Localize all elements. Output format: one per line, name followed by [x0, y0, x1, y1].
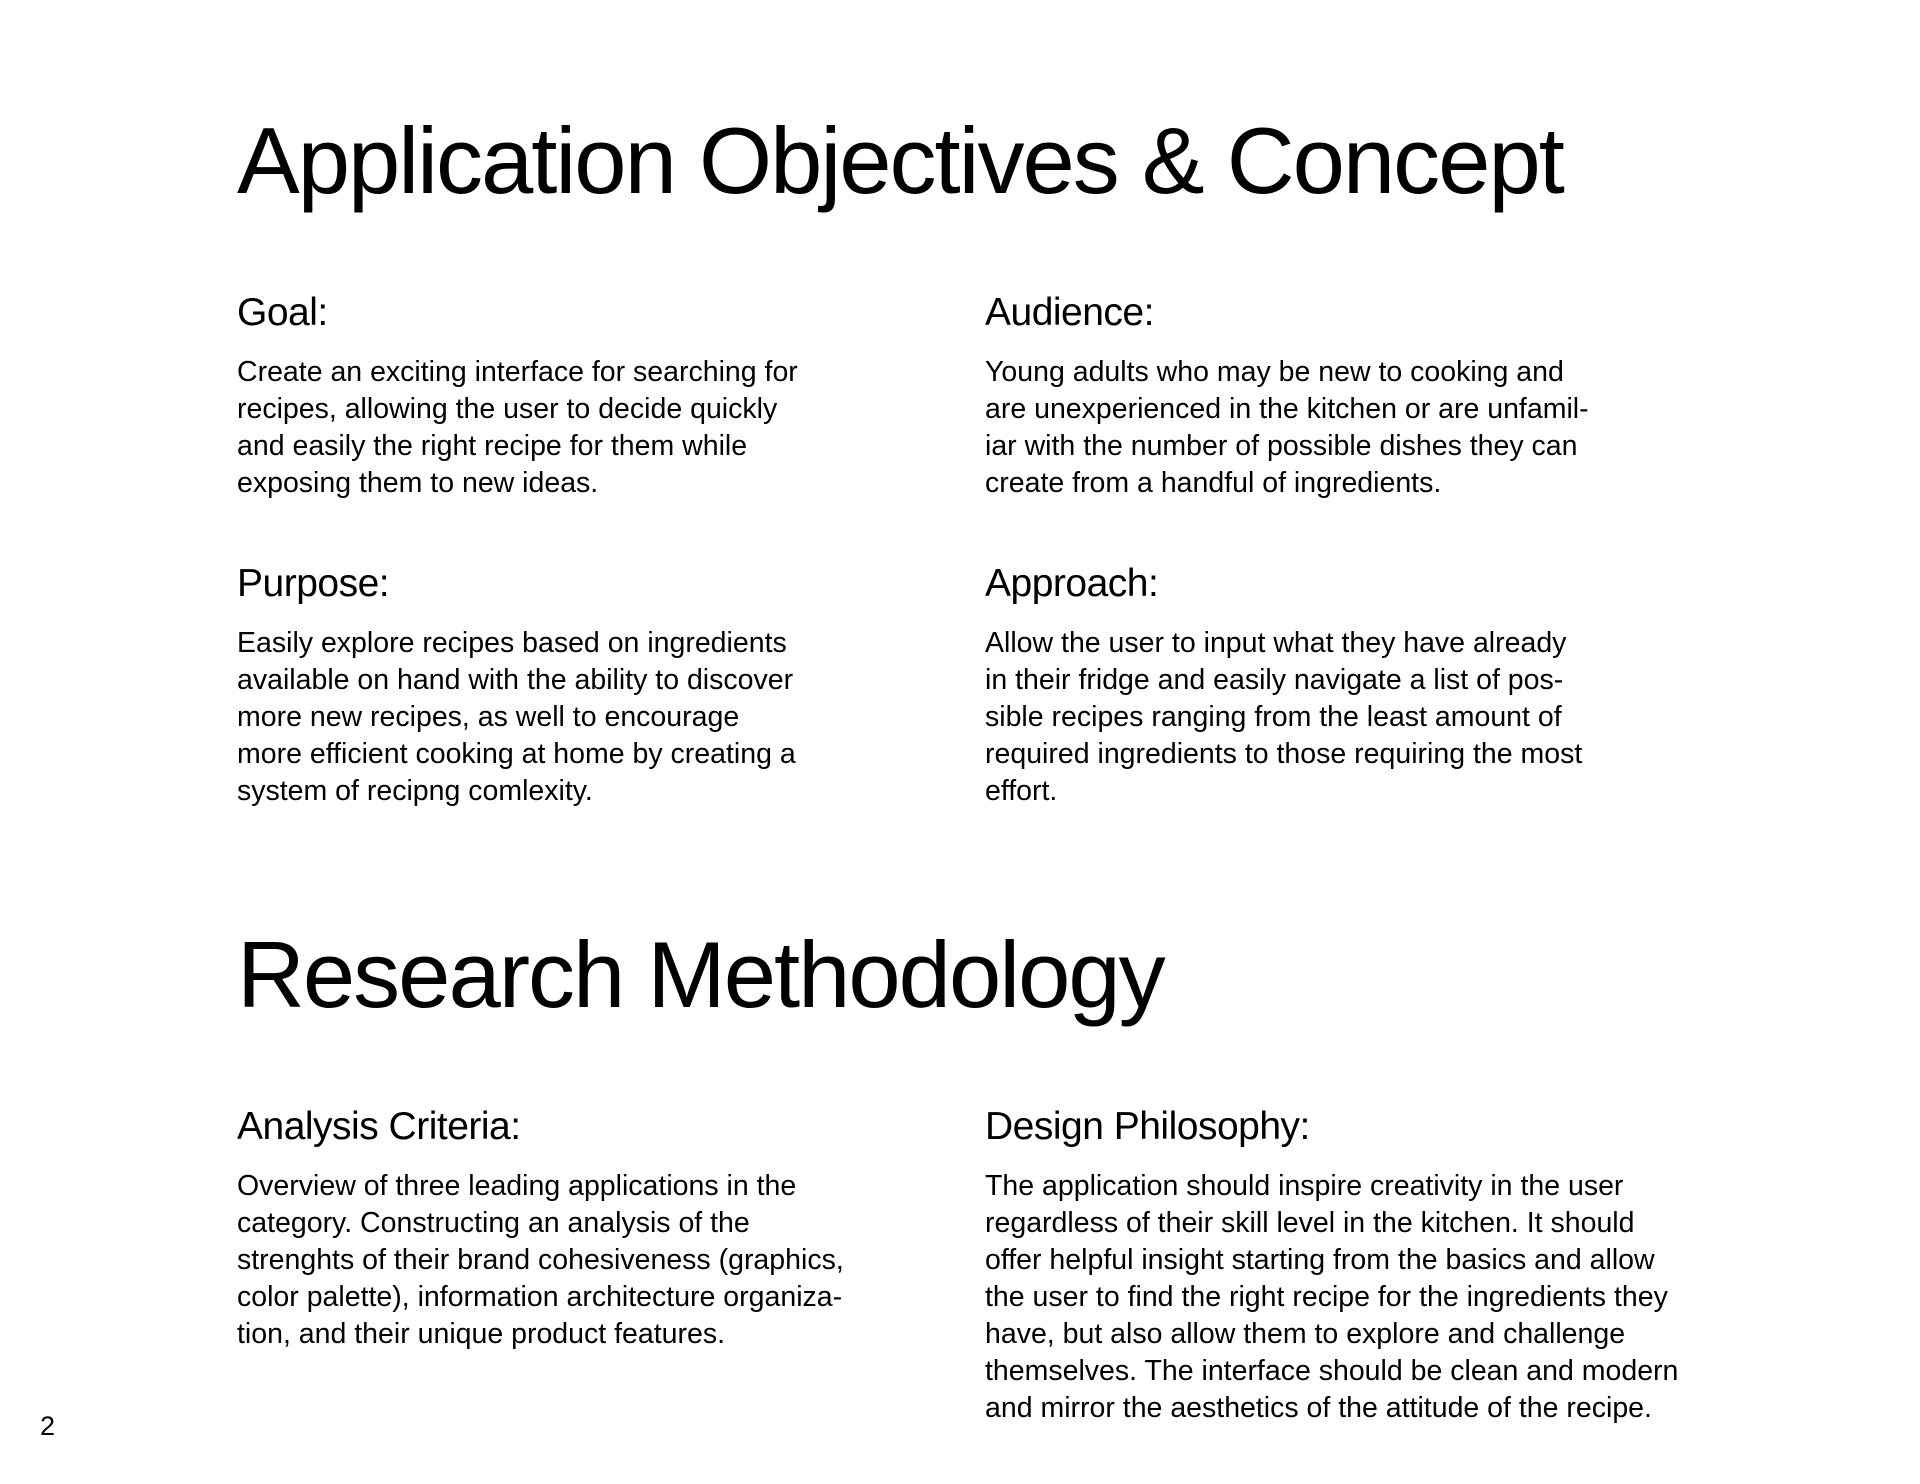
- purpose-body: Easily explore recipes based on ingredients available on hand with the ability to discover more new recipes, as well to encourage more efficient cooking at home by creating a system of recipng comlexity.: [237, 626, 796, 807]
- page-title-objectives: Application Objectives & Concept: [237, 108, 1563, 213]
- page-title-research: Research Methodology: [237, 922, 1164, 1027]
- approach-body: Allow the user to input what they have already in their fridge and easily navigate a list of pos- sible recipes ranging from the least amount of required ingredients to those requiring the most effort.: [985, 626, 1583, 807]
- purpose-section: [237, 562, 937, 810]
- design-philosophy-heading: Design Philosophy:: [985, 1105, 1310, 1148]
- page-number: 2: [40, 1411, 56, 1441]
- design-philosophy-body: The application should inspire creativity in the user regardless of their skill level in the kitchen. It should offer helpful insight starting from the basics and allow the user to find the right recipe for the ingredients they have, but also allow them to explore and challenge themselves. The interface should be clean and modern and mirror the aesthetics of the attitude of the recipe.: [985, 1169, 1679, 1424]
- goal-heading: Goal:: [237, 291, 328, 334]
- approach-heading: Approach:: [985, 562, 1159, 605]
- audience-body: Young adults who may be new to cooking and are unexperienced in the kitchen or are unfamil- iar with the number of possible dishes they can create from a handful of ingredients.: [985, 355, 1589, 499]
- goal-section: [237, 291, 937, 502]
- audience-heading: Audience:: [985, 291, 1154, 334]
- purpose-heading: Purpose:: [237, 562, 390, 605]
- design-philosophy-section: [985, 1105, 1685, 1427]
- goal-body: Create an exciting interface for searching for recipes, allowing the user to decide quickly and easily the right recipe for them while exposing them to new ideas.: [237, 355, 798, 499]
- analysis-criteria-heading: Analysis Criteria:: [237, 1105, 521, 1148]
- audience-section: [985, 291, 1685, 502]
- approach-section: [985, 562, 1685, 810]
- analysis-criteria-body: Overview of three leading applications in the category. Constructing an analysis of the strenghts of their brand cohesiveness (graphics, color palette), information architecture organiza- tion, and their unique product features.: [237, 1169, 844, 1350]
- analysis-criteria-section: [237, 1105, 937, 1353]
